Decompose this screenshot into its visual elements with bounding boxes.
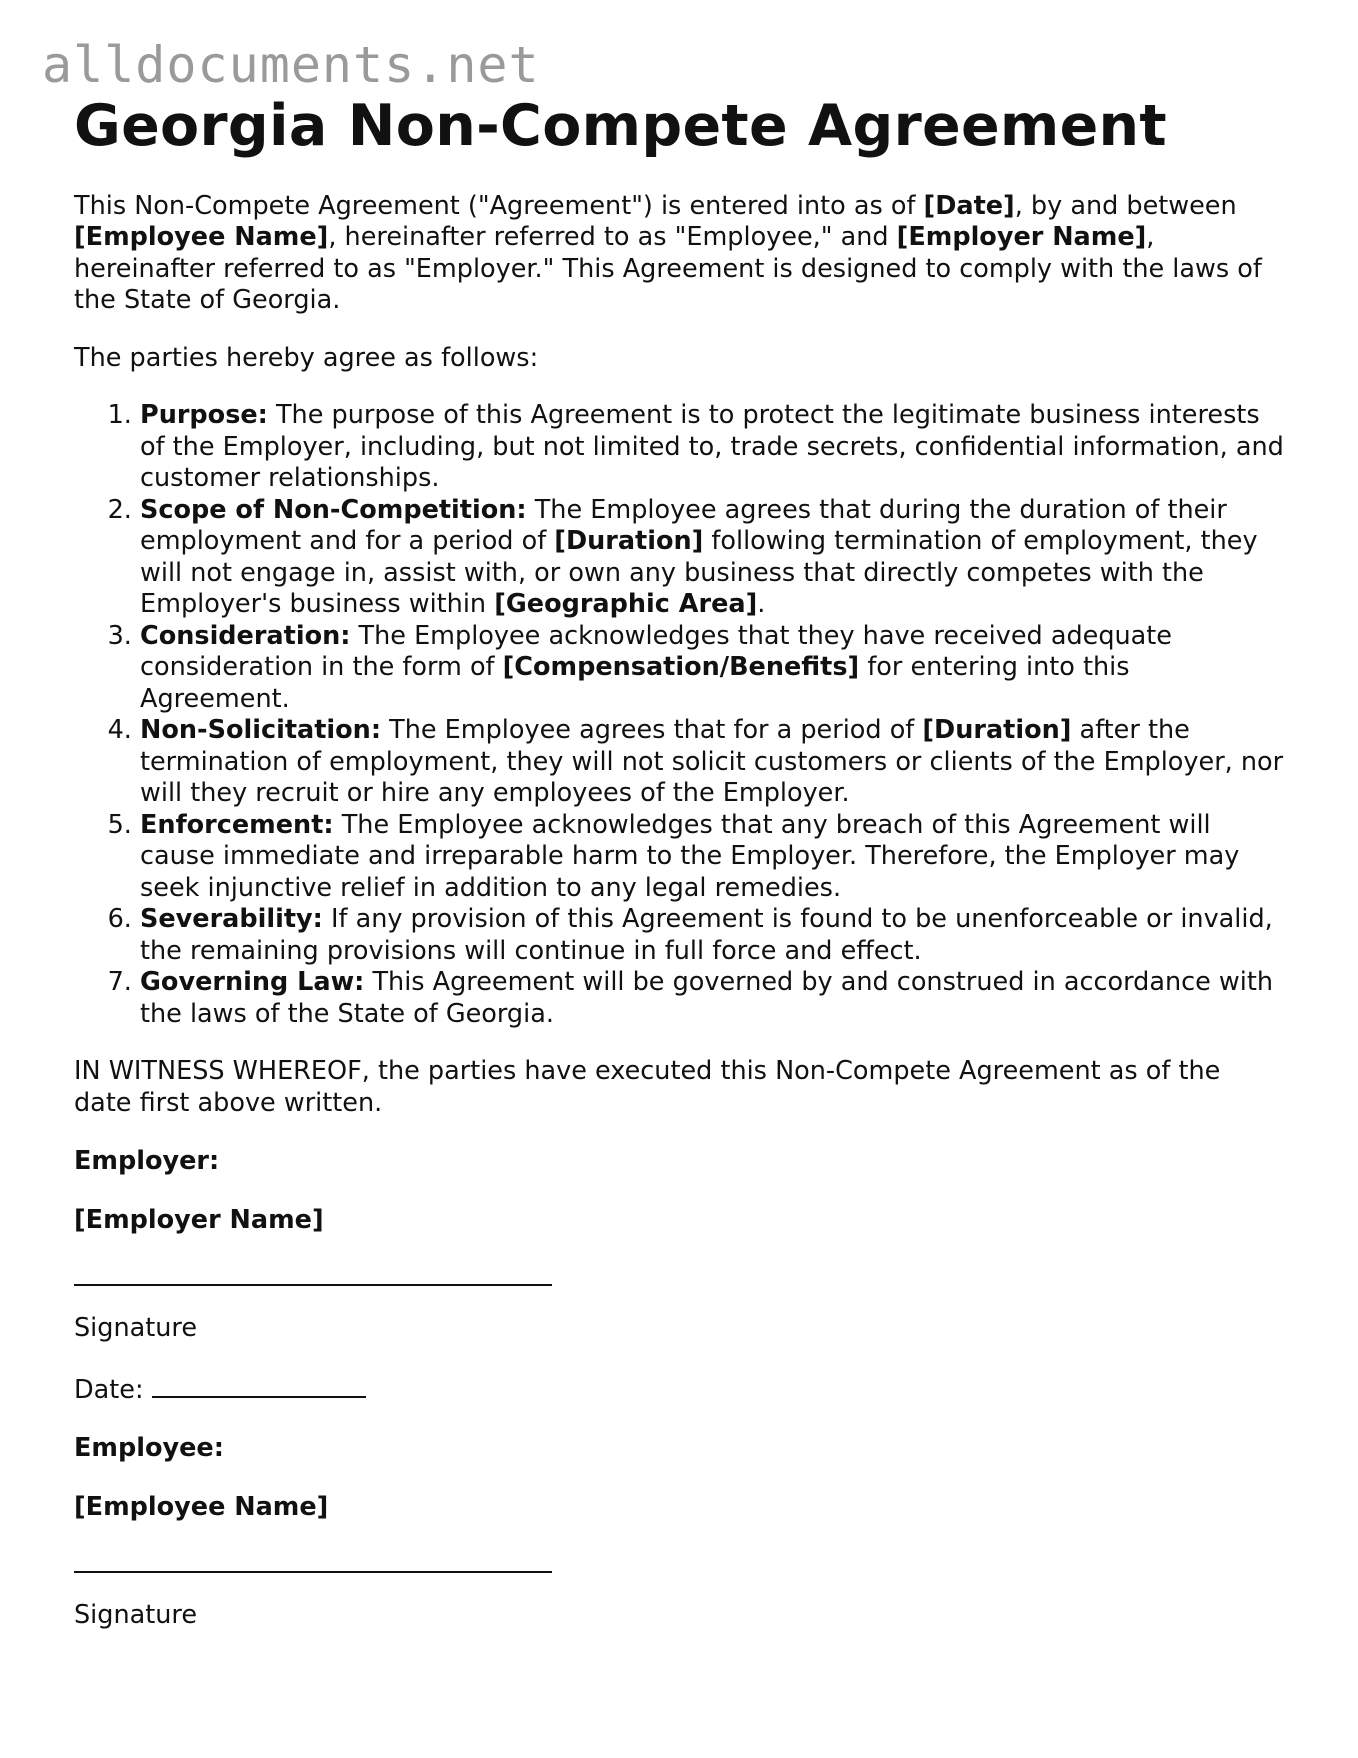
employee-name-text: [Employee Name]	[74, 1491, 329, 1522]
clause-title: Non-Solicitation:	[140, 715, 382, 746]
clause-text: after the termination of employment, they will not solicit customers or clients of the Employer, nor will they recruit or hire any employees of the Employer.	[140, 715, 1284, 809]
employer-date-row	[74, 1372, 1284, 1407]
geographic-area-placeholder: [Geographic Area]	[494, 589, 758, 620]
clause-severability	[140, 904, 1284, 967]
clause-title: Severability:	[140, 904, 323, 935]
employer-heading	[74, 1146, 1284, 1178]
clause-text: If any provision of this Agreement is found to be unenforceable or invalid, the remaining provisions will continue in full force and effect.	[140, 904, 1273, 966]
clause-list	[74, 400, 1284, 1030]
clause-text: This Agreement will be governed by and construed in accordance with the laws of the State of Georgia.	[140, 967, 1274, 1029]
duration-placeholder: [Duration]	[554, 526, 704, 557]
clause-non-solicitation	[140, 715, 1284, 810]
clause-title: Consideration:	[140, 620, 351, 651]
clause-scope	[140, 495, 1284, 621]
watermark: alldocuments.net	[42, 36, 540, 94]
clause-text: for entering into this Agreement.	[140, 652, 1130, 714]
employer-name-text: [Employer Name]	[74, 1204, 324, 1235]
intro-text: , hereinafter referred to as "Employer." This Agreement is designed to comply with the laws of the State of Georgia.	[74, 222, 1262, 316]
intro-text: , by and between	[1014, 190, 1237, 221]
duration-placeholder: [Duration]	[922, 715, 1072, 746]
employee-heading	[74, 1433, 1284, 1465]
document-page	[74, 94, 1284, 1632]
employee-signature-block	[74, 1433, 1284, 1632]
employer-date-field[interactable]	[152, 1372, 366, 1398]
compensation-placeholder: [Compensation/Benefits]	[502, 652, 860, 683]
clause-consideration	[140, 621, 1284, 716]
clause-text: The Employee acknowledges that they have received adequate consideration in the form of	[140, 620, 1172, 683]
clause-text: The Employee acknowledges that any breach of this Agreement will cause immediate and irreparable harm to the Employer. Therefore, the Employer may seek injunctive relief in addition to any legal remedies.	[140, 809, 1240, 903]
clause-text: The purpose of this Agreement is to protect the legitimate business interests of the Employer, including, but not limited to, trade secrets, confidential information, and customer relationships.	[140, 400, 1284, 494]
employer-signature-block	[74, 1146, 1284, 1406]
clause-title: Scope of Non-Competition:	[140, 494, 527, 525]
clause-text: .	[757, 589, 766, 620]
witness-paragraph: IN WITNESS WHEREOF, the parties have executed this Non-Compete Agreement as of the date first above written.	[74, 1056, 1221, 1118]
employee-heading-text: Employee:	[74, 1433, 224, 1464]
intro-text: , hereinafter referred to as "Employee," and	[328, 222, 897, 253]
document-title: Georgia Non-Compete Agreement	[74, 93, 1167, 159]
date-placeholder: [Date]	[923, 190, 1015, 221]
clause-text: The Employee agrees that for a period of	[381, 715, 923, 746]
employee-signature-field[interactable]	[74, 1571, 1284, 1573]
clause-text: The Employee agrees that during the duration of their employment and for a period of	[140, 494, 1227, 557]
employee-name	[74, 1492, 1284, 1524]
employee-name-placeholder: [Employee Name]	[74, 222, 329, 253]
employer-name	[74, 1205, 1284, 1237]
employer-signature-line	[74, 1284, 552, 1286]
clause-text: following termination of employment, they will not engage in, assist with, or own any business that directly competes with the Employer's business within	[140, 526, 1258, 620]
intro-paragraph	[74, 191, 1284, 317]
clause-purpose	[140, 400, 1284, 495]
employee-signature-label: Signature	[74, 1600, 198, 1631]
clause-title: Enforcement:	[140, 809, 334, 840]
employer-date-label: Date:	[74, 1374, 152, 1405]
employer-signature-label: Signature	[74, 1313, 198, 1344]
lead-paragraph: The parties hereby agree as follows:	[74, 342, 539, 373]
clause-enforcement	[140, 810, 1284, 905]
employer-signature-field[interactable]	[74, 1284, 1284, 1286]
employer-name-placeholder: [Employer Name]	[896, 222, 1147, 253]
intro-text: This Non-Compete Agreement ("Agreement") is entered into as of	[74, 190, 924, 221]
employer-heading-text: Employer:	[74, 1146, 220, 1177]
clause-title: Purpose:	[140, 400, 268, 431]
clause-governing-law	[140, 967, 1284, 1030]
clause-title: Governing Law:	[140, 967, 365, 998]
employee-signature-line	[74, 1571, 552, 1573]
